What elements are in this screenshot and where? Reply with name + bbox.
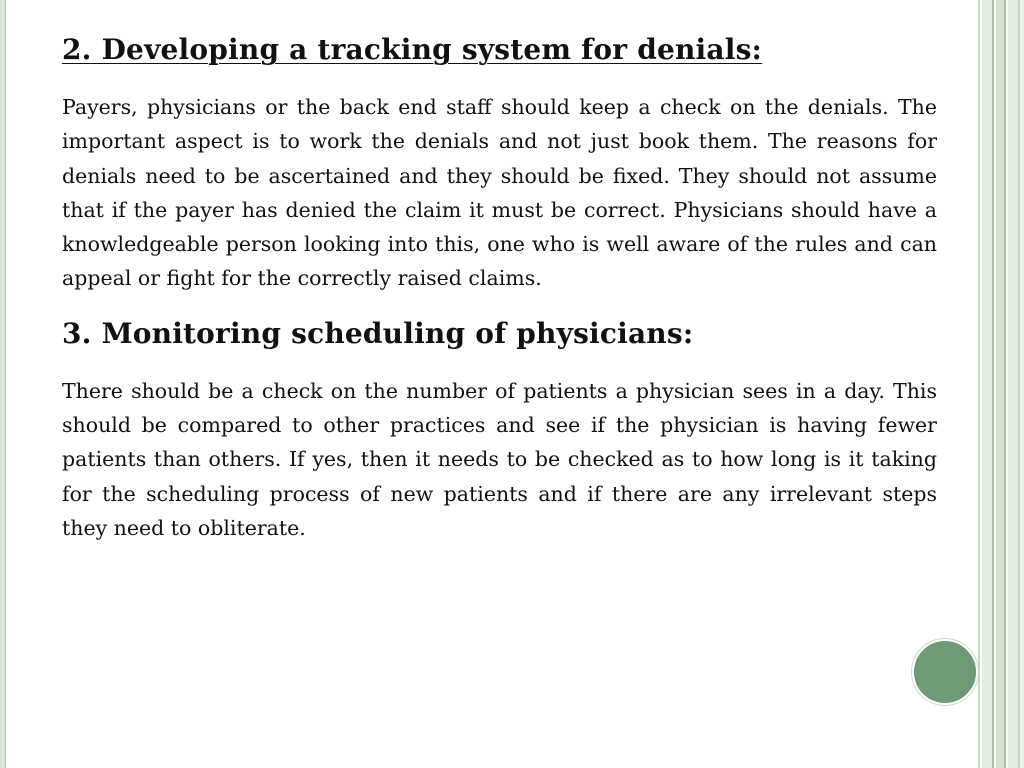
- right-frame-border: [978, 0, 1024, 768]
- section-body-scheduling: There should be a check on the number of patients a physician sees in a day. This should be compared to other practices and see if the physician is having fewer patients than others. If yes, then it needs to be checked as to how long is it taking for the scheduling process of new patients and if there are any irrelevant steps they need to obliterate.: [62, 378, 937, 540]
- left-frame-border: [0, 0, 6, 768]
- frame-stripe: [1008, 0, 1018, 768]
- frame-stripe: [992, 0, 994, 768]
- section-body-denials: Payers, physicians or the back end staff should keep a check on the denials. The important aspect is to work the denials and not just book them. The reasons for denials need to be ascertained and they should be fixed. They should not assume that if the payer has denied the claim it must be correct. Physicians should have a knowledgeable person looking into this, one who is well aware of the rules and can appeal or fight for the correctly raised claims.: [62, 95, 937, 291]
- decorative-circle: [912, 639, 978, 705]
- slide-content: [62, 30, 937, 545]
- section-heading-denials: 2. Developing a tracking system for denials:: [62, 33, 763, 66]
- section-heading-scheduling: 3. Monitoring scheduling of physicians:: [62, 316, 694, 350]
- frame-stripe: [996, 0, 1004, 768]
- frame-stripe: [982, 0, 992, 768]
- frame-stripe: [1020, 0, 1024, 768]
- frame-stripe: [978, 0, 980, 768]
- frame-stripe: [1004, 0, 1006, 768]
